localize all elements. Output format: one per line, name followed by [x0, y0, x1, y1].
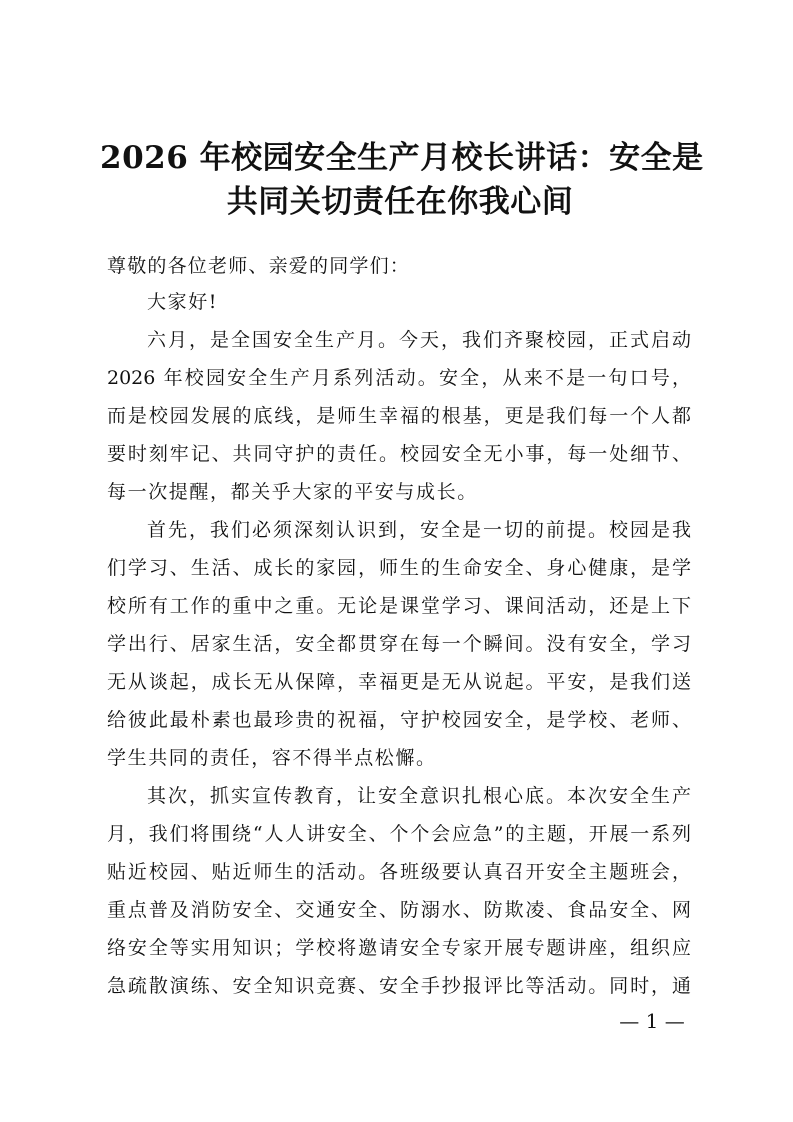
body-line: 2026 年校园安全生产月系列活动。安全，从来不是一句口号， [107, 367, 691, 389]
title-line-1: 2026 年校园安全生产月校长讲话：安全是 [100, 140, 704, 176]
body-line: 首先，我们必须深刻认识到，安全是一切的前提。校园是我 [147, 519, 691, 541]
greeting: 尊敬的各位老师、亲爱的同学们： [107, 255, 411, 277]
page-number: — 1 — [619, 1009, 685, 1033]
body-line: 六月，是全国安全生产月。今天，我们齐聚校园，正式启动 [147, 329, 691, 351]
body-line: 给彼此最朴素也最珍贵的祝福，守护校园安全，是学校、老师、 [107, 709, 691, 731]
body-line: 每一次提醒，都关乎大家的平安与成长。 [107, 481, 478, 503]
body-line: 要时刻牢记、共同守护的责任。校园安全无小事，每一处细节、 [107, 443, 691, 465]
body-line: 贴近校园、贴近师生的活动。各班级要认真召开安全主题班会， [107, 861, 691, 883]
body-line: 学出行、居家生活，安全都贯穿在每一个瞬间。没有安全，学习 [107, 633, 691, 655]
body-line: 无从谈起，成长无从保障，幸福更是无从说起。平安，是我们送 [107, 671, 691, 693]
body-line: 大家好! [147, 291, 219, 313]
body-line: 校所有工作的重中之重。无论是课堂学习、课间活动，还是上下 [107, 595, 691, 617]
body-line: 络安全等实用知识；学校将邀请安全专家开展专题讲座，组织应 [107, 937, 691, 959]
body-line: 而是校园发展的底线，是师生幸福的根基，更是我们每一个人都 [107, 405, 691, 427]
body-line: 学生共同的责任，容不得半点松懈。 [107, 747, 437, 769]
document-title [100, 136, 704, 224]
body-line: 急疏散演练、安全知识竞赛、安全手抄报评比等活动。同时，通 [107, 975, 691, 997]
body-line: 们学习、生活、成长的家园，师生的生命安全、身心健康，是学 [107, 557, 691, 579]
title-line-2: 共同关切责任在你我心间 [226, 184, 574, 220]
body-line: 其次，抓实宣传教育，让安全意识扎根心底。本次安全生产 [147, 785, 691, 807]
body-line: 月，我们将围绕“人人讲安全、个个会应急”的主题，开展一系列 [107, 823, 691, 845]
body-line: 重点普及消防安全、交通安全、防溺水、防欺凌、食品安全、网 [107, 899, 691, 921]
